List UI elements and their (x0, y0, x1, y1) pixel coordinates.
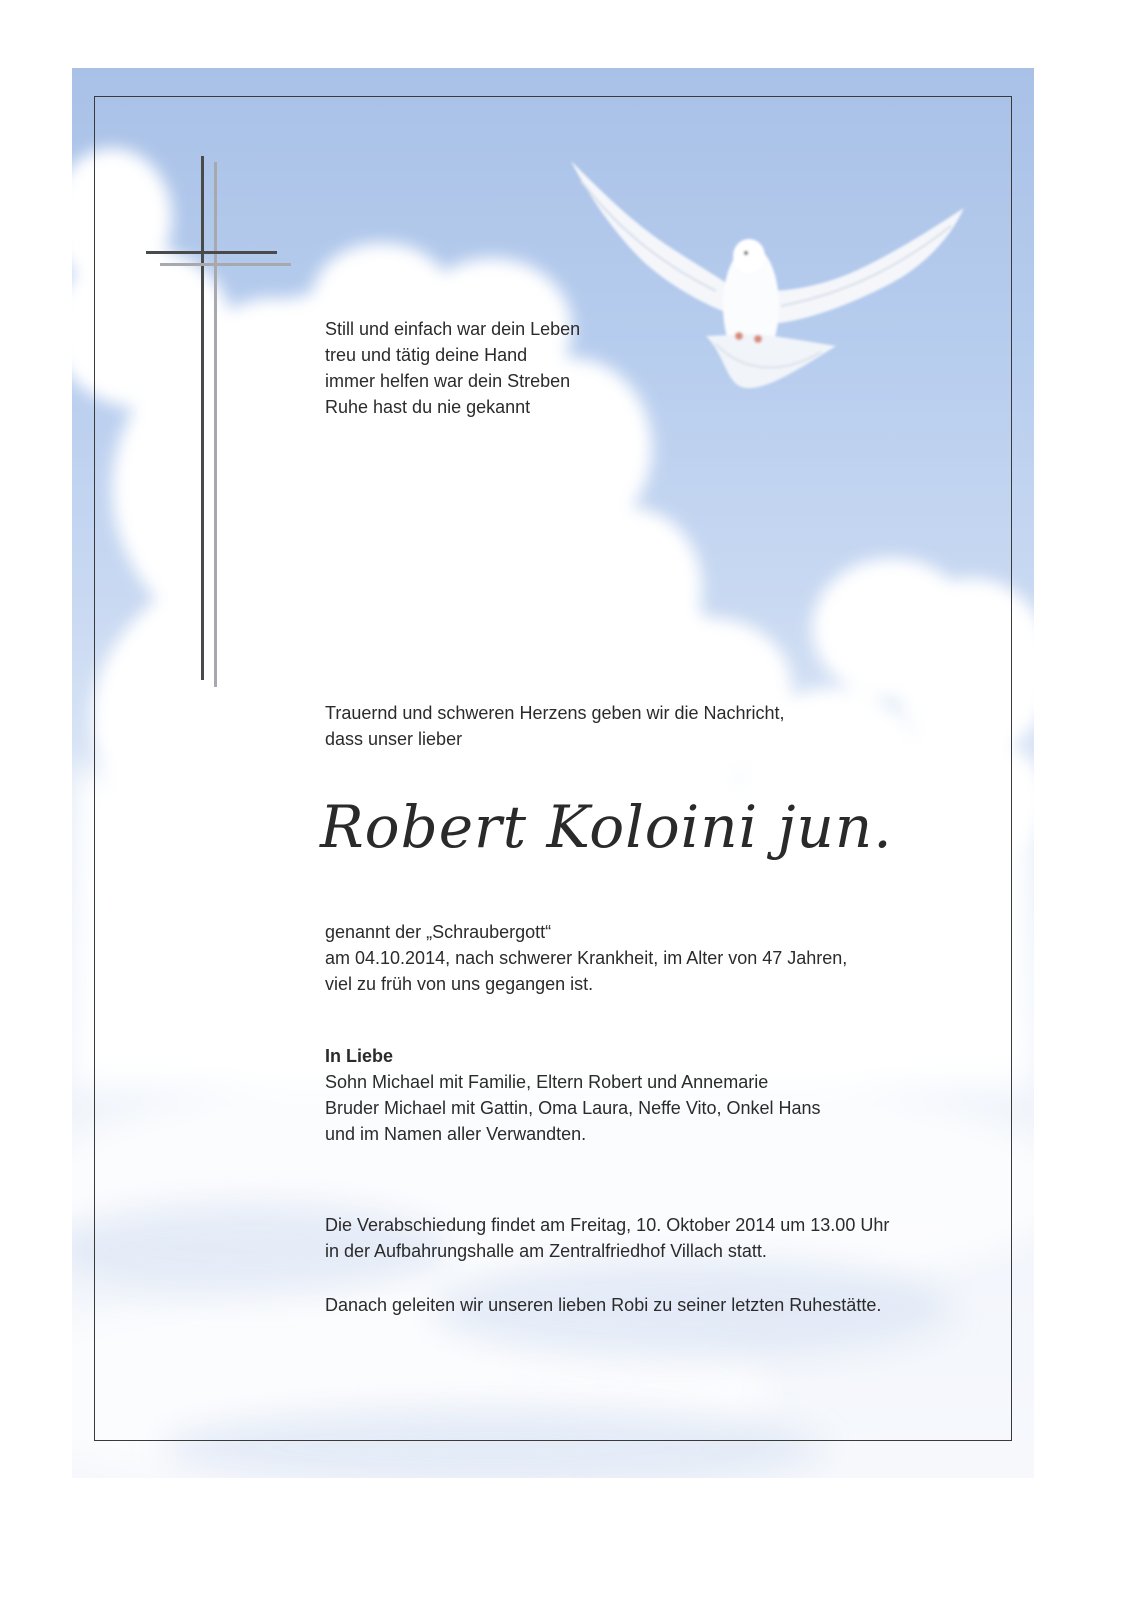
details-line: genannt der „Schraubergott“ (325, 922, 552, 942)
cross-shadow-vertical (214, 162, 217, 687)
cross-icon (201, 156, 204, 680)
deceased-name: Robert Koloini jun. (320, 793, 893, 861)
intro-line: Trauernd und schweren Herzens geben wir die Nachricht, (325, 703, 785, 723)
ceremony-info (325, 1212, 889, 1264)
dove-icon (566, 156, 986, 426)
mourners-heading: In Liebe (325, 1046, 394, 1066)
poem-line: Ruhe hast du nie gekannt (325, 397, 531, 417)
announcement-intro (325, 700, 785, 752)
ceremony-line: in der Aufbahrungshalle am Zentralfriedhof Villach statt. (325, 1241, 767, 1261)
mourners-line: und im Namen aller Verwandten. (325, 1124, 587, 1144)
mourners-block (325, 1043, 821, 1147)
details-line: viel zu früh von uns gegangen ist. (325, 974, 594, 994)
poem-line: immer helfen war dein Streben (325, 371, 571, 391)
cross-shadow-horizontal (160, 263, 291, 266)
mourners-line: Sohn Michael mit Familie, Eltern Robert und Annemarie (325, 1072, 769, 1092)
ceremony-line: Die Verabschiedung findet am Freitag, 10. Oktober 2014 um 13.00 Uhr (325, 1215, 890, 1235)
mourners-line: Bruder Michael mit Gattin, Oma Laura, Neffe Vito, Onkel Hans (325, 1098, 821, 1118)
intro-line: dass unser lieber (325, 729, 463, 749)
poem-block (325, 316, 580, 420)
closing-text: Danach geleiten wir unseren lieben Robi zu seiner letzten Ruhestätte. (325, 1295, 882, 1315)
poem-line: treu und tätig deine Hand (325, 345, 528, 365)
details-line: am 04.10.2014, nach schwerer Krankheit, im Alter von 47 Jahren, (325, 948, 848, 968)
poem-line: Still und einfach war dein Leben (325, 319, 581, 339)
death-details (325, 919, 847, 997)
cross-horizontal-bar (146, 251, 277, 254)
